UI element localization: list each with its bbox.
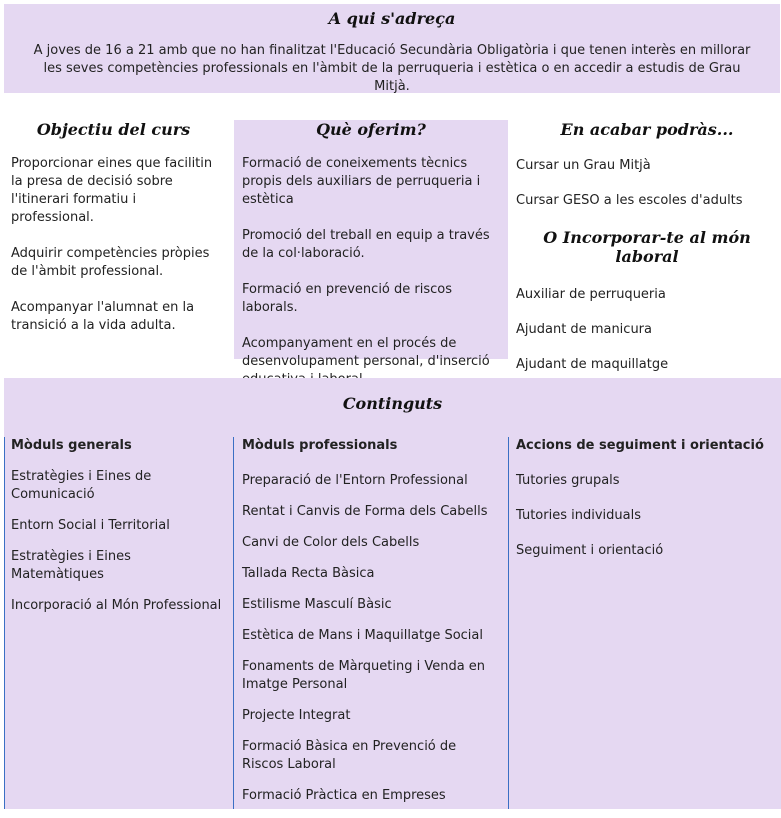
- audience-title: A qui s'adreça: [328, 9, 456, 28]
- objective-item: Acompanyar l'alumnat en la transició a la vida adulta.: [11, 300, 195, 333]
- module-item: Preparació de l'Entorn Professional: [242, 473, 468, 488]
- offer-item: Acompanyament en el procés de desenvolupament personal, d'inserció: [242, 336, 490, 369]
- offer-item: Formació de coneixements tècnics propis dels auxiliars de perruqueria i estètica: [242, 156, 481, 207]
- objective-title: Objectiu del curs: [36, 120, 191, 139]
- general-modules: [11, 437, 226, 628]
- module-item: Fonaments de Màrqueting i Venda en Imatge Personal: [242, 659, 486, 692]
- general-modules-title: Mòduls generals: [11, 438, 132, 453]
- module-item: Projecte Integrat: [242, 708, 351, 723]
- after-section: [516, 120, 778, 391]
- objective-item: Adquirir competències pròpies de l'àmbit professional.: [11, 246, 210, 279]
- followup-title: Accions de seguiment i orientació: [516, 438, 764, 453]
- column-divider: [508, 437, 509, 809]
- offer-title: Què oferim?: [316, 120, 426, 139]
- professional-modules-title: Mòduls professionals: [242, 438, 398, 453]
- module-item: Tallada Recta Bàsica: [242, 566, 375, 581]
- module-item: Entorn Social i Territorial: [11, 518, 170, 533]
- followup-item: Tutories individuals: [516, 508, 641, 523]
- module-item: Estètica de Mans i Maquillatge Social: [242, 628, 483, 643]
- job-item: Ajudant de maquillatge: [516, 357, 669, 372]
- after-item: Cursar GESO a les escoles d'adults: [516, 193, 743, 208]
- job-item: Ajudant de manicura: [516, 322, 652, 337]
- module-item: Rentat i Canvis de Forma dels Cabells: [242, 504, 488, 519]
- offer-section: [234, 120, 508, 369]
- module-item: Canvi de Color dels Cabells: [242, 535, 420, 550]
- module-item: Formació Bàsica en Prevenció de Riscos Laboral: [242, 739, 457, 772]
- after-subtitle: O Incorporar-te al món laboral: [543, 228, 751, 266]
- followup-item: Seguiment i orientació: [516, 543, 664, 558]
- followup-actions: [516, 437, 778, 577]
- module-item: Estilisme Masculí Bàsic: [242, 597, 392, 612]
- contents-title: Continguts: [342, 394, 443, 413]
- offer-item: Promoció del treball en equip a través de la col·laboració.: [242, 228, 490, 261]
- audience-section: [4, 4, 780, 93]
- column-divider: [233, 437, 234, 809]
- audience-text: A joves de 16 a 21 amb que no han finalitzat l'Educació Secundària Obligatòria i que tenen interès en millorar les seves competències professionals en l'àmbit de la perruqueria i estètica o en accedir a estudis de Grau Mitjà.: [33, 43, 751, 94]
- module-item: Estratègies i Eines de Comunicació: [11, 469, 152, 502]
- module-item: Incorporació al Món Professional: [11, 598, 222, 613]
- followup-item: Tutories grupals: [516, 473, 620, 488]
- module-item: Formació Pràctica en Empreses: [242, 788, 446, 803]
- job-item: Auxiliar de perruqueria: [516, 287, 666, 302]
- after-title: En acabar podràs...: [560, 120, 734, 139]
- column-divider: [4, 437, 5, 809]
- offer-item: Formació en prevenció de riscos laborals.: [242, 282, 452, 315]
- professional-modules: [242, 437, 500, 818]
- objective-item: Proporcionar eines que facilitin la presa de decisió sobre l'itinerari formatiu i professional.: [11, 156, 213, 225]
- module-item: Estratègies i Eines Matemàtiques: [11, 549, 131, 582]
- objective-section: [11, 120, 216, 353]
- after-item: Cursar un Grau Mitjà: [516, 158, 651, 173]
